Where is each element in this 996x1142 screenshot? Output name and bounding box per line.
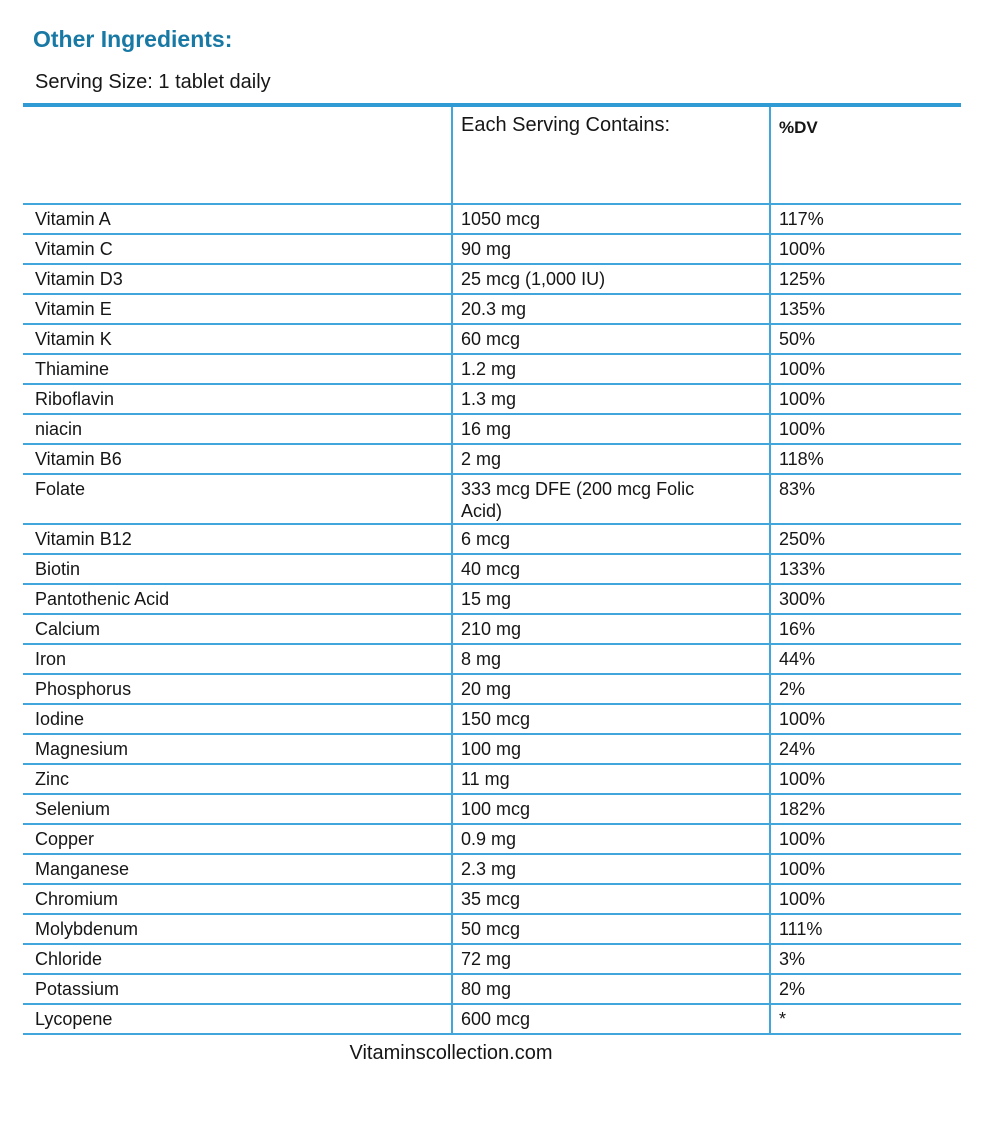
- ingredient-dv-cell: 50%: [770, 324, 961, 354]
- ingredient-name-cell: Calcium: [23, 614, 452, 644]
- ingredient-amount-cell: [452, 734, 770, 764]
- ingredient-dv-cell: 125%: [770, 264, 961, 294]
- ingredient-amount-text: 90 mg: [461, 239, 512, 259]
- ingredient-dv-cell: 118%: [770, 444, 961, 474]
- ingredient-name-cell: Chloride: [23, 944, 452, 974]
- ingredient-dv-cell: 100%: [770, 884, 961, 914]
- column-header-each-serving-contains: Each Serving Contains:: [452, 105, 770, 204]
- ingredient-amount-cell: [452, 644, 770, 674]
- ingredient-amount-cell: [452, 474, 770, 524]
- table-row: [23, 734, 961, 764]
- ingredient-dv-cell: 182%: [770, 794, 961, 824]
- table-row: [23, 234, 961, 264]
- ingredient-amount-text: 40 mcg: [461, 559, 521, 579]
- ingredient-amount-cell: [452, 354, 770, 384]
- table-row: [23, 474, 961, 524]
- table-row: [23, 914, 961, 944]
- ingredients-table: [23, 103, 961, 1035]
- ingredient-amount-cell: [452, 234, 770, 264]
- table-row: [23, 764, 961, 794]
- ingredient-name-cell: Biotin: [23, 554, 452, 584]
- ingredient-amount-text: 100 mg: [461, 739, 522, 759]
- ingredient-dv-cell: 2%: [770, 674, 961, 704]
- table-row: [23, 854, 961, 884]
- ingredient-name-cell: Vitamin B12: [23, 524, 452, 554]
- table-row: [23, 324, 961, 354]
- ingredient-dv-cell: 100%: [770, 354, 961, 384]
- table-row: [23, 974, 961, 1004]
- ingredient-name-cell: Copper: [23, 824, 452, 854]
- ingredient-amount-cell: [452, 794, 770, 824]
- column-header-percent-dv: %DV: [770, 105, 961, 204]
- table-row: [23, 384, 961, 414]
- ingredient-amount-cell: [452, 524, 770, 554]
- ingredient-name-cell: Molybdenum: [23, 914, 452, 944]
- ingredient-dv-cell: 16%: [770, 614, 961, 644]
- table-row: [23, 884, 961, 914]
- ingredient-dv-cell: 133%: [770, 554, 961, 584]
- ingredient-name-cell: Zinc: [23, 764, 452, 794]
- ingredient-dv-cell: 100%: [770, 764, 961, 794]
- ingredient-dv-cell: 250%: [770, 524, 961, 554]
- ingredient-name-cell: Phosphorus: [23, 674, 452, 704]
- ingredient-name-cell: Iron: [23, 644, 452, 674]
- table-row: [23, 1004, 961, 1034]
- ingredient-name-cell: Vitamin A: [23, 204, 452, 234]
- table-row: [23, 444, 961, 474]
- table-row: [23, 354, 961, 384]
- ingredient-dv-cell: 100%: [770, 234, 961, 264]
- ingredient-amount-text: 2 mg: [461, 449, 502, 469]
- table-row: [23, 524, 961, 554]
- table-row: [23, 944, 961, 974]
- ingredient-name-cell: Selenium: [23, 794, 452, 824]
- ingredient-amount-text: 0.9 mg: [461, 829, 517, 849]
- ingredient-name-cell: niacin: [23, 414, 452, 444]
- ingredient-dv-cell: 300%: [770, 584, 961, 614]
- ingredient-name-cell: Folate: [23, 474, 452, 524]
- ingredient-dv-cell: 100%: [770, 384, 961, 414]
- table-row: [23, 414, 961, 444]
- ingredient-name-cell: Iodine: [23, 704, 452, 734]
- ingredient-dv-cell: 100%: [770, 414, 961, 444]
- ingredient-amount-text: 60 mcg: [461, 329, 521, 349]
- ingredient-amount-text: 25 mcg (1,000 IU): [461, 269, 606, 289]
- ingredient-amount-text: 150 mcg: [461, 709, 531, 729]
- ingredient-amount-cell: [452, 824, 770, 854]
- ingredient-amount-text: 15 mg: [461, 589, 512, 609]
- ingredient-name-cell: Vitamin B6: [23, 444, 452, 474]
- ingredient-amount-cell: [452, 384, 770, 414]
- ingredient-amount-text: 80 mg: [461, 979, 512, 999]
- ingredient-amount-text: 20.3 mg: [461, 299, 527, 319]
- ingredient-dv-cell: *: [770, 1004, 961, 1034]
- table-row: [23, 584, 961, 614]
- table-row: [23, 554, 961, 584]
- ingredient-amount-cell: [452, 884, 770, 914]
- table-row: [23, 674, 961, 704]
- ingredient-amount-text: 333 mcg DFE (200 mcg Folic Acid): [461, 479, 695, 521]
- table-row: [23, 204, 961, 234]
- ingredient-dv-cell: 117%: [770, 204, 961, 234]
- ingredient-amount-text: 100 mcg: [461, 799, 531, 819]
- table-row: [23, 614, 961, 644]
- ingredient-amount-text: 1.3 mg: [461, 389, 517, 409]
- table-body: [23, 204, 961, 1034]
- ingredient-name-cell: Manganese: [23, 854, 452, 884]
- ingredient-amount-cell: [452, 854, 770, 884]
- ingredient-dv-cell: 135%: [770, 294, 961, 324]
- ingredient-amount-text: 2.3 mg: [461, 859, 517, 879]
- ingredient-dv-cell: 83%: [770, 474, 961, 524]
- ingredient-name-cell: Magnesium: [23, 734, 452, 764]
- table-row: [23, 704, 961, 734]
- ingredient-name-cell: Vitamin E: [23, 294, 452, 324]
- ingredient-amount-text: 1.2 mg: [461, 359, 517, 379]
- ingredient-name-cell: Vitamin D3: [23, 264, 452, 294]
- table-row: [23, 644, 961, 674]
- ingredient-amount-cell: [452, 204, 770, 234]
- ingredient-name-cell: Potassium: [23, 974, 452, 1004]
- ingredient-amount-text: 50 mcg: [461, 919, 521, 939]
- ingredient-amount-text: 6 mcg: [461, 529, 511, 549]
- ingredient-amount-cell: [452, 1004, 770, 1034]
- ingredient-dv-cell: 111%: [770, 914, 961, 944]
- table-row: [23, 794, 961, 824]
- ingredient-dv-cell: 44%: [770, 644, 961, 674]
- ingredient-amount-cell: [452, 974, 770, 1004]
- ingredient-amount-cell: [452, 944, 770, 974]
- serving-size-text: Serving Size: 1 tablet daily: [35, 71, 271, 93]
- table-header-row: [23, 105, 961, 204]
- ingredient-amount-cell: [452, 704, 770, 734]
- ingredient-amount-cell: [452, 324, 770, 354]
- column-header-ingredient: [23, 105, 452, 204]
- ingredient-amount-cell: [452, 554, 770, 584]
- ingredient-amount-text: 210 mg: [461, 619, 522, 639]
- ingredient-name-cell: Thiamine: [23, 354, 452, 384]
- ingredient-dv-cell: 100%: [770, 704, 961, 734]
- ingredient-dv-cell: 100%: [770, 854, 961, 884]
- table-row: [23, 294, 961, 324]
- ingredient-amount-text: 16 mg: [461, 419, 512, 439]
- ingredient-name-cell: Vitamin K: [23, 324, 452, 354]
- ingredient-name-cell: Riboflavin: [23, 384, 452, 414]
- ingredient-amount-cell: [452, 914, 770, 944]
- ingredient-amount-text: 20 mg: [461, 679, 512, 699]
- page-title: Other Ingredients:: [33, 26, 233, 52]
- ingredient-amount-cell: [452, 264, 770, 294]
- ingredient-dv-cell: 2%: [770, 974, 961, 1004]
- ingredient-amount-cell: [452, 414, 770, 444]
- ingredient-amount-cell: [452, 444, 770, 474]
- ingredient-dv-cell: 24%: [770, 734, 961, 764]
- ingredient-amount-text: 8 mg: [461, 649, 502, 669]
- ingredient-amount-cell: [452, 294, 770, 324]
- ingredient-amount-cell: [452, 584, 770, 614]
- ingredient-dv-cell: 100%: [770, 824, 961, 854]
- ingredient-name-cell: Chromium: [23, 884, 452, 914]
- ingredient-amount-cell: [452, 764, 770, 794]
- ingredient-name-cell: Vitamin C: [23, 234, 452, 264]
- ingredient-amount-text: 600 mcg: [461, 1009, 531, 1029]
- ingredient-amount-cell: [452, 614, 770, 644]
- ingredient-amount-text: 11 mg: [461, 769, 510, 789]
- ingredient-name-cell: Pantothenic Acid: [23, 584, 452, 614]
- ingredient-amount-text: 72 mg: [461, 949, 512, 969]
- ingredient-dv-cell: 3%: [770, 944, 961, 974]
- ingredient-amount-text: 1050 mcg: [461, 209, 541, 229]
- document-page: [0, 26, 996, 1142]
- table-row: [23, 824, 961, 854]
- footer-website-text: Vitaminscollection.com: [349, 1042, 553, 1064]
- ingredient-name-cell: Lycopene: [23, 1004, 452, 1034]
- ingredient-amount-cell: [452, 674, 770, 704]
- table-row: [23, 264, 961, 294]
- ingredient-amount-text: 35 mcg: [461, 889, 521, 909]
